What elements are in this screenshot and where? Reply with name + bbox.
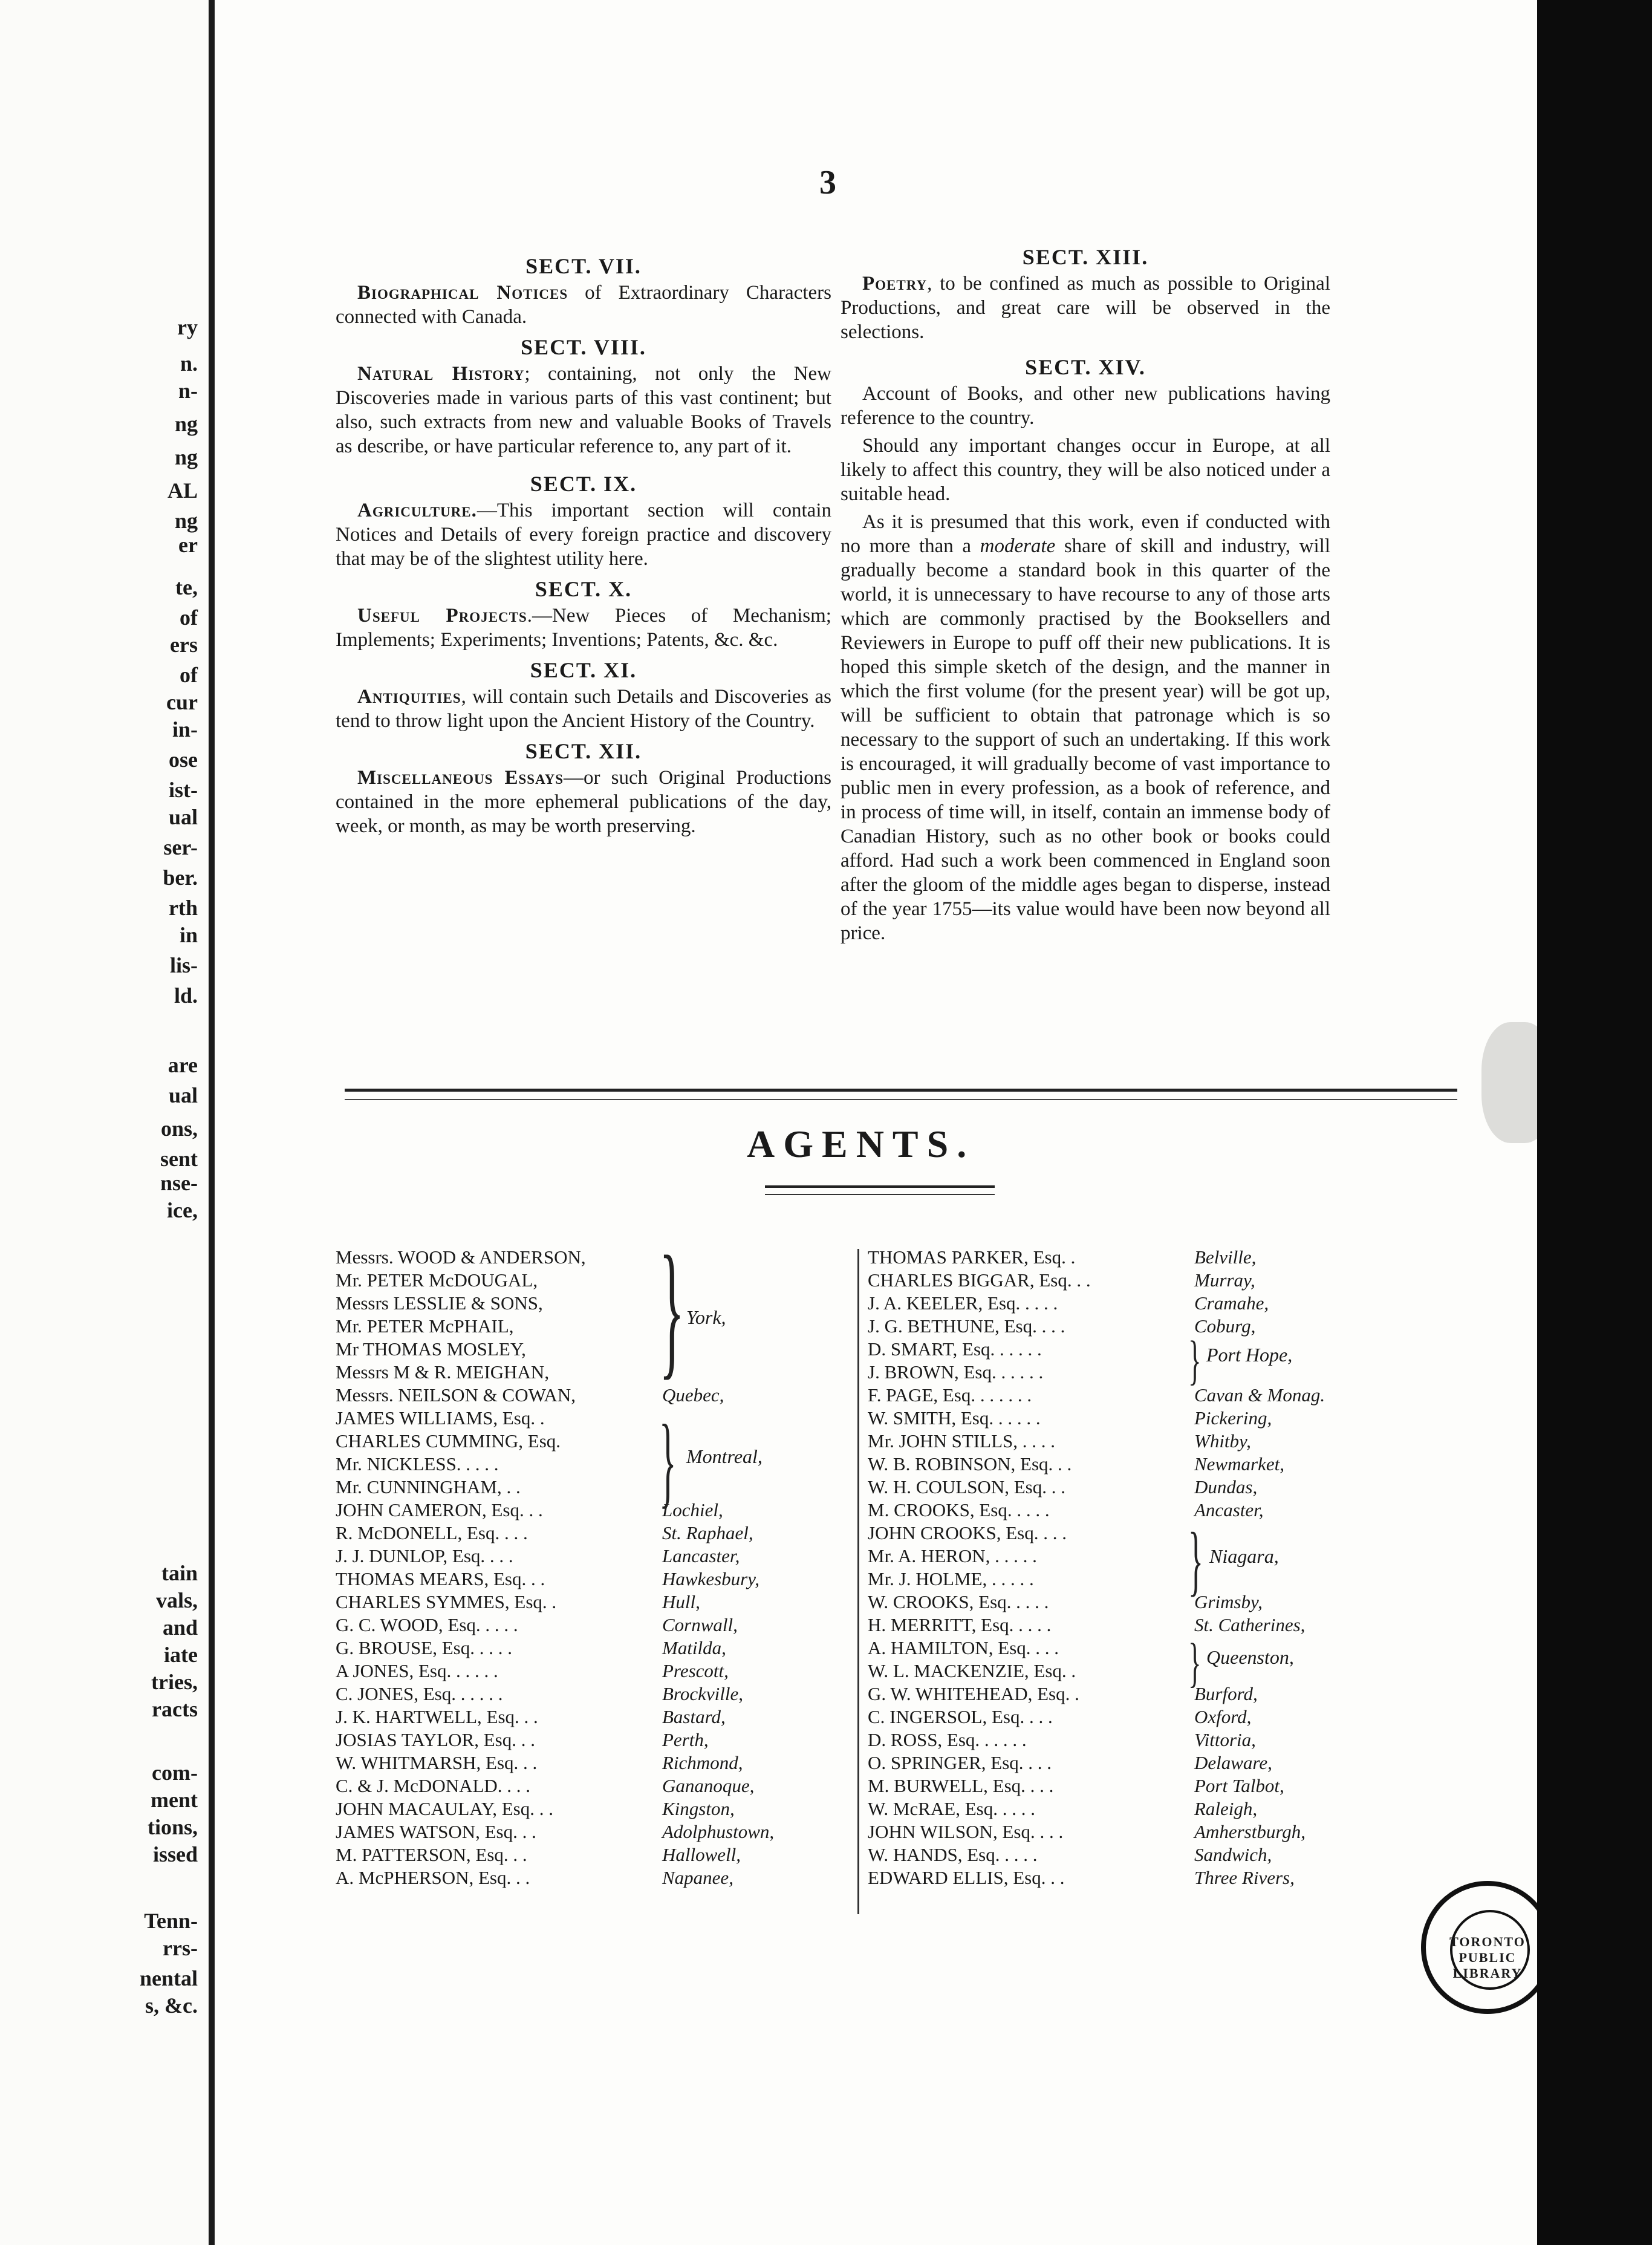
agent-name: G. BROUSE, Esq. . . . . xyxy=(336,1637,512,1658)
agent-town: Cornwall, xyxy=(662,1614,738,1635)
agent-name: G. C. WOOD, Esq. . . . . xyxy=(336,1614,518,1635)
gutter-text-fragment: ber. xyxy=(163,865,198,890)
agent-town: Pickering, xyxy=(1194,1407,1272,1429)
agent-town: Oxford, xyxy=(1194,1706,1252,1727)
agents-heading: AGENTS. xyxy=(747,1122,975,1165)
gutter-text-fragment: nental xyxy=(139,1966,198,1990)
agent-town: Kingston, xyxy=(662,1798,735,1819)
agent-row xyxy=(336,1843,774,1866)
agent-row xyxy=(336,1407,774,1430)
agent-row xyxy=(336,1522,774,1545)
agent-name: CHARLES BIGGAR, Esq. . . xyxy=(868,1269,1091,1291)
section-heading: SECT. XIV. xyxy=(1025,355,1146,379)
agent-row xyxy=(336,1660,774,1683)
gutter-text-fragment: cur xyxy=(166,690,198,714)
agent-town: Port Talbot, xyxy=(1194,1775,1284,1796)
agent-row xyxy=(868,1476,1325,1499)
agent-name: H. MERRITT, Esq. . . . . xyxy=(868,1614,1052,1635)
agent-row xyxy=(868,1797,1325,1820)
queenston-brace: } xyxy=(1188,1633,1202,1693)
agent-name: Mr. PETER McDOUGAL, xyxy=(336,1269,538,1291)
agent-name: JOSIAS TAYLOR, Esq. . . xyxy=(336,1729,535,1750)
gutter-text-fragment: issed xyxy=(152,1842,198,1866)
agent-row xyxy=(336,1614,774,1637)
agent-name: J. BROWN, Esq. . . . . . xyxy=(868,1361,1044,1383)
agent-row xyxy=(868,1246,1325,1269)
agent-name: JAMES WILLIAMS, Esq. . xyxy=(336,1407,545,1429)
agent-name: J. K. HARTWELL, Esq. . . xyxy=(336,1706,538,1727)
agent-row xyxy=(336,1246,774,1269)
agent-name: W. B. ROBINSON, Esq. . . xyxy=(868,1453,1072,1474)
gutter-text-fragment: rrs- xyxy=(163,1936,198,1960)
agent-row xyxy=(868,1568,1325,1591)
agent-row xyxy=(336,1866,774,1889)
gutter-text-fragment: AL xyxy=(167,478,198,503)
gutter-text-fragment: ng xyxy=(174,509,198,533)
agent-name: J. J. DUNLOP, Esq. . . . xyxy=(336,1545,513,1566)
agent-town: St. Catherines, xyxy=(1194,1614,1306,1635)
agent-name: Messrs LESSLIE & SONS, xyxy=(336,1292,543,1314)
gutter-text-fragment: ser- xyxy=(163,835,198,859)
agent-town: Prescott, xyxy=(662,1660,729,1681)
agent-row xyxy=(336,1706,774,1729)
agent-row xyxy=(336,1476,774,1499)
agents-list-right xyxy=(868,1246,1325,1889)
gutter-text-fragment: ng xyxy=(174,445,198,469)
agent-row xyxy=(868,1729,1325,1751)
agents-column-divider xyxy=(857,1249,859,1914)
agent-row xyxy=(868,1453,1325,1476)
agent-row xyxy=(336,1591,774,1614)
agent-name: JOHN CAMERON, Esq. . . xyxy=(336,1499,543,1520)
agent-town: Newmarket, xyxy=(1194,1453,1284,1474)
agent-name: Mr. JOHN STILLS, . . . . xyxy=(868,1430,1056,1452)
agent-town: Coburg, xyxy=(1194,1315,1256,1337)
agent-town: Hull, xyxy=(662,1591,700,1612)
section-heading: SECT. XI. xyxy=(530,658,637,682)
agent-row xyxy=(336,1384,774,1407)
agent-row xyxy=(336,1269,774,1292)
gutter-text-fragment: ist- xyxy=(169,778,198,802)
section-paragraph: Miscellaneous Essays—or such Original Productions contained in the more ephemeral publications of the day, week, or month, as may be worth preserving. xyxy=(336,767,831,837)
agent-town: Murray, xyxy=(1194,1269,1255,1291)
agent-town: Lochiel, xyxy=(662,1499,723,1520)
group-town-queenston: Queenston, xyxy=(1206,1646,1294,1668)
agent-name: A. McPHERSON, Esq. . . xyxy=(336,1867,530,1888)
section-paragraph: Agriculture.—This important section will contain Notices and Details of every foreign practice and discovery that may be of the slightest utility here. xyxy=(336,500,831,570)
agent-name: CHARLES SYMMES, Esq. . xyxy=(336,1591,557,1612)
agent-row xyxy=(868,1499,1325,1522)
montreal-brace: } xyxy=(659,1404,677,1517)
agent-row xyxy=(336,1729,774,1751)
section-paragraph: Poetry, to be confined as much as possible to Original Productions, and great care will be observed in the selections. xyxy=(841,273,1330,343)
agent-town: Bastard, xyxy=(662,1706,726,1727)
agent-town: St. Raphael, xyxy=(662,1522,753,1543)
scan-background-edge xyxy=(1537,0,1652,2245)
agent-name: O. SPRINGER, Esq. . . . xyxy=(868,1752,1052,1773)
agent-name: M. PATTERSON, Esq. . . xyxy=(336,1844,527,1865)
agent-name: JOHN CROOKS, Esq. . . . xyxy=(868,1522,1067,1543)
agent-name: J. G. BETHUNE, Esq. . . . xyxy=(868,1315,1065,1337)
agent-town: Cavan & Monag. xyxy=(1194,1384,1325,1406)
section-heading: SECT. IX. xyxy=(530,472,637,496)
library-stamp: TORONTO PUBLIC LIBRARY xyxy=(1421,1881,1554,2014)
agent-name: W. H. COULSON, Esq. . . xyxy=(868,1476,1065,1497)
agent-name: C. & J. McDONALD. . . . xyxy=(336,1775,531,1796)
agent-name: A JONES, Esq. . . . . . xyxy=(336,1660,498,1681)
agent-name: W. WHITMARSH, Esq. . . xyxy=(336,1752,538,1773)
gutter-text-fragment: er xyxy=(178,533,198,557)
agent-town: Vittoria, xyxy=(1194,1729,1256,1750)
gutter-text-fragment: com- xyxy=(152,1761,198,1785)
agent-town: Quebec, xyxy=(662,1384,724,1406)
gutter-text-fragment: of xyxy=(180,663,198,687)
agent-town: Belville, xyxy=(1194,1246,1257,1268)
right-text-column xyxy=(841,239,1330,949)
previous-page-gutter xyxy=(0,0,209,2245)
gutter-text-fragment: tions, xyxy=(147,1815,198,1839)
section-paragraph: Biographical Notices of Extraordinary Characters connected with Canada. xyxy=(336,282,831,328)
agent-name: J. A. KEELER, Esq. . . . . xyxy=(868,1292,1058,1314)
gutter-text-fragment: nse- xyxy=(160,1171,198,1195)
agent-row xyxy=(336,1797,774,1820)
section-heading: SECT. XII. xyxy=(525,739,642,763)
gutter-text-fragment: ry xyxy=(177,315,198,339)
gutter-text-fragment: are xyxy=(167,1053,198,1077)
agent-town: Raleigh, xyxy=(1194,1798,1258,1819)
agent-row xyxy=(336,1338,774,1361)
left-text-column xyxy=(336,248,831,842)
document-page xyxy=(215,0,1652,2245)
agent-name: D. SMART, Esq. . . . . . xyxy=(868,1338,1042,1360)
agent-name: CHARLES CUMMING, Esq. xyxy=(336,1430,561,1452)
gutter-text-fragment: ng xyxy=(174,412,198,436)
york-brace: } xyxy=(659,1225,685,1393)
section-heading: SECT. VII. xyxy=(525,254,642,278)
agent-row xyxy=(336,1568,774,1591)
agent-row xyxy=(336,1499,774,1522)
agent-town: Ancaster, xyxy=(1194,1499,1264,1520)
agent-name: F. PAGE, Esq. . . . . . . xyxy=(868,1384,1032,1406)
paragraph: As it is presumed that this work, even if conducted with no more than a moderate share of skill and industry, will gradually become a standard book in this quarter of the world, it is unnecessary to have recourse to any of those arts which are commonly practised by the Booksellers and Reviewers in Europe to puff off their new publications. It is hoped this simple sketch of the design, and the manner in which the first volume (for the present year) will be got up, will be sufficient to obtain that patronage which is so necessary to the support of such an undertaking. If this work is encouraged, it will gradually become of vast importance to public men in every profession, as a book of reference, and in process of time will, in itself, contain an immense body of Canadian History, such as no other book or books could afford. Had such a work been commenced in England soon after the gloom of the middle ages began to disperse, instead of the year 1755—its value would have been now beyond all price. xyxy=(841,511,1330,944)
paragraph: Should any important changes occur in Europe, at all likely to affect this country, they will be also noticed under a suitable head. xyxy=(841,435,1330,505)
agent-row xyxy=(868,1774,1325,1797)
agent-town: Delaware, xyxy=(1194,1752,1272,1773)
agent-row xyxy=(336,1683,774,1706)
section-heading: SECT. XIII. xyxy=(1022,245,1149,269)
gutter-text-fragment: ose xyxy=(169,748,198,772)
gutter-text-fragment: tries, xyxy=(151,1670,198,1694)
agent-row xyxy=(868,1866,1325,1889)
agent-row xyxy=(868,1751,1325,1774)
gutter-text-fragment: ers xyxy=(170,633,198,657)
gutter-text-fragment: ual xyxy=(168,1083,198,1107)
agent-row xyxy=(868,1430,1325,1453)
gutter-text-fragment: ual xyxy=(168,805,198,829)
agent-name: W. L. MACKENZIE, Esq. . xyxy=(868,1660,1076,1681)
agent-town: Hallowell, xyxy=(662,1844,741,1865)
agent-town: Lancaster, xyxy=(662,1545,740,1566)
agent-name: Mr. A. HERON, . . . . . xyxy=(868,1545,1037,1566)
agent-name: M. BURWELL, Esq. . . . xyxy=(868,1775,1054,1796)
gutter-text-fragment: vals, xyxy=(155,1588,198,1612)
agent-row xyxy=(868,1683,1325,1706)
agent-row xyxy=(868,1292,1325,1315)
agent-name: Messrs. WOOD & ANDERSON, xyxy=(336,1246,586,1268)
gutter-text-fragment: in xyxy=(179,923,198,947)
agent-town: Napanee, xyxy=(662,1867,733,1888)
gutter-text-fragment: te, xyxy=(175,575,198,599)
agent-name: Mr. NICKLESS. . . . . xyxy=(336,1453,499,1474)
agent-row xyxy=(336,1545,774,1568)
agent-row xyxy=(868,1315,1325,1338)
agent-row xyxy=(868,1407,1325,1430)
agent-town: Three Rivers, xyxy=(1194,1867,1295,1888)
heading-underline xyxy=(765,1185,995,1195)
page-number: 3 xyxy=(819,164,836,201)
gutter-text-fragment: ment xyxy=(151,1788,198,1812)
port-hope-brace: } xyxy=(1188,1331,1202,1390)
agent-town: Perth, xyxy=(662,1729,709,1750)
section-paragraph: Account of Books, and other new publications having reference to the country. xyxy=(841,383,1330,429)
agent-name: EDWARD ELLIS, Esq. . . xyxy=(868,1867,1065,1888)
agent-town: Burford, xyxy=(1194,1683,1258,1704)
agent-town: Gananoque, xyxy=(662,1775,755,1796)
agent-name: R. McDONELL, Esq. . . . xyxy=(336,1522,528,1543)
section-paragraph: Useful Projects.—New Pieces of Mechanism; Implements; Experiments; Inventions; Patents, &c. &c. xyxy=(336,605,831,651)
agent-name: W. SMITH, Esq. . . . . . xyxy=(868,1407,1041,1429)
section-heading: SECT. VIII. xyxy=(521,335,646,359)
agent-row xyxy=(336,1361,774,1384)
gutter-text-fragment: ice, xyxy=(167,1198,198,1222)
agent-town: Richmond, xyxy=(662,1752,743,1773)
group-town-york: York, xyxy=(686,1306,726,1328)
agent-name: THOMAS PARKER, Esq. . xyxy=(868,1246,1076,1268)
agent-row xyxy=(336,1774,774,1797)
agent-name: THOMAS MEARS, Esq. . . xyxy=(336,1568,545,1589)
section-heading: SECT. X. xyxy=(535,577,633,601)
agent-row xyxy=(336,1820,774,1843)
gutter-text-fragment: sent xyxy=(160,1147,198,1171)
agent-name: G. W. WHITEHEAD, Esq. . xyxy=(868,1683,1079,1704)
agent-row xyxy=(868,1820,1325,1843)
agent-name: C. INGERSOL, Esq. . . . xyxy=(868,1706,1053,1727)
agent-name: D. ROSS, Esq. . . . . . xyxy=(868,1729,1027,1750)
agent-name: M. CROOKS, Esq. . . . . xyxy=(868,1499,1050,1520)
group-town-niagara: Niagara, xyxy=(1209,1545,1279,1567)
agent-name: JOHN MACAULAY, Esq. . . xyxy=(336,1798,553,1819)
niagara-brace: } xyxy=(1188,1517,1203,1604)
gutter-text-fragment: n. xyxy=(180,351,198,376)
agent-town: Grimsby, xyxy=(1194,1591,1263,1612)
gutter-text-fragment: racts xyxy=(152,1697,198,1721)
agent-name: W. CROOKS, Esq. . . . . xyxy=(868,1591,1049,1612)
group-town-montreal: Montreal, xyxy=(686,1445,763,1467)
agent-town: Hawkesbury, xyxy=(662,1568,760,1589)
agent-name: Mr. PETER McPHAIL, xyxy=(336,1315,514,1337)
agent-row xyxy=(868,1269,1325,1292)
gutter-text-fragment: lis- xyxy=(169,953,198,977)
agent-row xyxy=(868,1522,1325,1545)
agent-town: Sandwich, xyxy=(1194,1844,1272,1865)
agent-name: Messrs. NEILSON & COWAN, xyxy=(336,1384,576,1406)
gutter-text-fragment: of xyxy=(180,605,198,630)
agent-town: Amherstburgh, xyxy=(1194,1821,1306,1842)
gutter-text-fragment: iate xyxy=(164,1643,198,1667)
agent-name: A. HAMILTON, Esq. . . . xyxy=(868,1637,1059,1658)
agent-town: Matilda, xyxy=(662,1637,726,1658)
agent-town: Dundas, xyxy=(1194,1476,1258,1497)
agent-row xyxy=(336,1637,774,1660)
gutter-text-fragment: Tenn- xyxy=(144,1909,198,1933)
section-divider-rule xyxy=(345,1089,1457,1100)
gutter-text-fragment: rth xyxy=(169,896,198,920)
agent-name: JAMES WATSON, Esq. . . xyxy=(336,1821,536,1842)
agent-name: JOHN WILSON, Esq. . . . xyxy=(868,1821,1064,1842)
agent-row xyxy=(868,1843,1325,1866)
gutter-text-fragment: n- xyxy=(178,379,198,403)
agent-town: Brockville, xyxy=(662,1683,743,1704)
agents-list-left xyxy=(336,1246,774,1889)
agent-name: Mr THOMAS MOSLEY, xyxy=(336,1338,526,1360)
agent-row xyxy=(868,1384,1325,1407)
gutter-text-fragment: in- xyxy=(172,717,198,741)
agent-name: Mr. J. HOLME, . . . . . xyxy=(868,1568,1034,1589)
agent-name: C. JONES, Esq. . . . . . xyxy=(336,1683,503,1704)
gutter-text-fragment: and xyxy=(162,1615,198,1640)
agent-town: Cramahe, xyxy=(1194,1292,1269,1314)
agent-row xyxy=(868,1591,1325,1614)
agent-name: Mr. CUNNINGHAM, . . xyxy=(336,1476,521,1497)
group-town-port-hope: Port Hope, xyxy=(1206,1344,1293,1366)
agent-name: Messrs M & R. MEIGHAN, xyxy=(336,1361,550,1383)
agent-row xyxy=(868,1614,1325,1637)
section-paragraph: Natural History; containing, not only the New Discoveries made in various parts of this vast continent; but also, such extracts from new and valuable Books of Travels as describe, or have particular reference to, any part of it. xyxy=(336,363,831,457)
gutter-text-fragment: s, &c. xyxy=(145,1993,198,2018)
agent-town: Whitby, xyxy=(1194,1430,1251,1452)
page-fold xyxy=(209,0,215,2245)
agent-name: W. McRAE, Esq. . . . . xyxy=(868,1798,1035,1819)
gutter-text-fragment: tain xyxy=(161,1561,198,1585)
agent-row xyxy=(868,1706,1325,1729)
gutter-text-fragment: ons, xyxy=(160,1116,198,1141)
agent-town: Adolphustown, xyxy=(662,1821,775,1842)
agent-name: W. HANDS, Esq. . . . . xyxy=(868,1844,1038,1865)
gutter-text-fragment: ld. xyxy=(174,983,198,1008)
section-paragraph: Antiquities, will contain such Details and Discoveries as tend to throw light upon the Ancient History of the Country. xyxy=(336,686,831,732)
agent-row xyxy=(336,1751,774,1774)
